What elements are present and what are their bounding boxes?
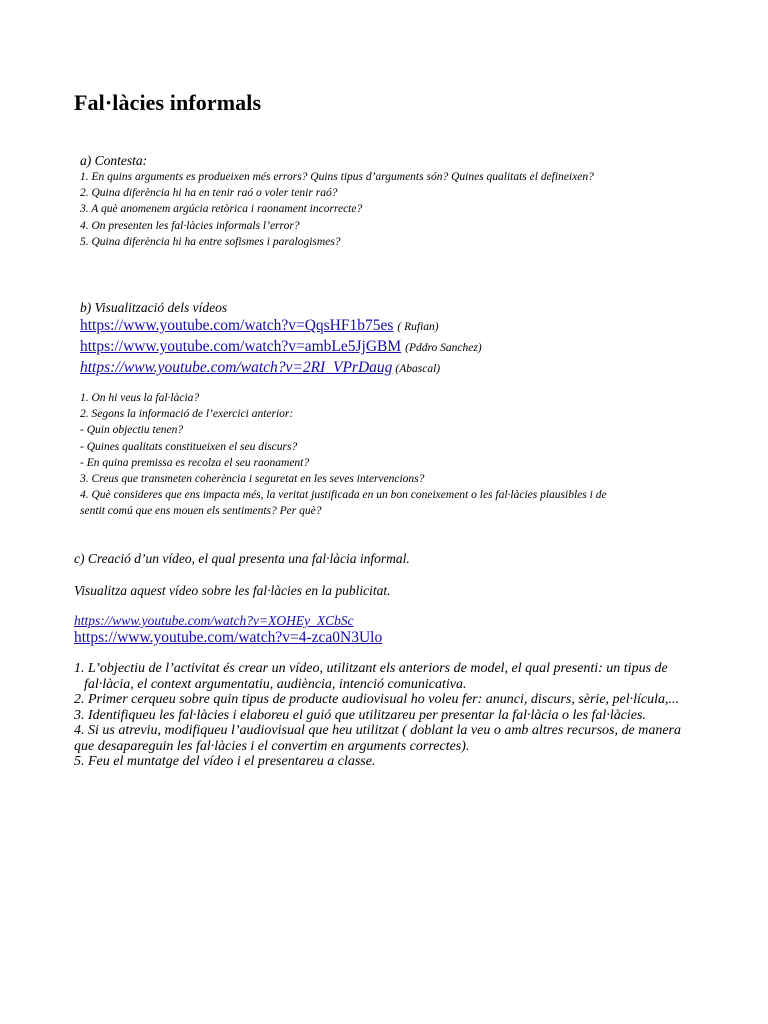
page-title: Fal·làcies informals — [74, 90, 262, 115]
section-c-intro: Visualitza aquest vídeo sobre les fal·làcies en la publicitat. — [74, 583, 391, 598]
video-link-row — [80, 316, 482, 337]
section-b-heading: b) Visualització dels vídeos — [80, 300, 228, 315]
section-a-item: 3. A què anomenem argúcia retòrica i raonament incorrecte? — [80, 203, 363, 216]
section-c-intro-block — [74, 583, 390, 599]
video-link-note: (Abascal) — [395, 363, 441, 375]
video-link-row — [80, 337, 482, 358]
section-b-item: 2. Segons la informació de l’exercici anterior: — [80, 408, 294, 421]
section-b-item: - Quines qualitats constitueixen el seu discurs? — [80, 440, 298, 453]
section-b-item: 4. Què consideres que ens impacta més, la veritat justificada en un bon coneixement o les fal·làcies plausibles i de — [80, 489, 607, 502]
video-link-note: (Pddro Sanchez) — [405, 342, 482, 354]
publicity-link-row — [74, 613, 382, 629]
section-a-item: 5. Quina diferència hi ha entre sofismes i paralogismes? — [80, 235, 341, 248]
section-c-links — [74, 613, 382, 646]
section-c-steps — [74, 661, 681, 770]
publicity-link-row — [74, 629, 382, 646]
section-c-item: 5. Feu el muntatge del vídeo i el presentareu a classe. — [74, 754, 376, 769]
section-c-heading-block — [74, 551, 410, 567]
section-a-heading: a) Contesta: — [80, 153, 148, 168]
section-a-item: 4. On presenten les fal·làcies informals l’error? — [80, 219, 300, 232]
section-c-item: 4. Si us atreviu, modifiqueu l’audiovisual que heu utilitzat ( doblant la veu o amb altres recursos, de manera — [74, 723, 681, 738]
section-b-questions — [80, 390, 607, 520]
section-c-item: 3. Identifiqueu les fal·làcies i elaboreu el guió que utilitzareu per presentar la fal·làcia o les fal·làcies. — [74, 707, 646, 723]
video-link-note: ( Rufian) — [397, 321, 439, 333]
section-b-item: sentit comú que ens mouen els sentiments? Per què? — [80, 505, 322, 518]
section-c-heading: c) Creació d’un vídeo, el qual presenta una fal·làcia informal. — [74, 551, 410, 566]
section-a — [80, 153, 594, 250]
section-b-item: 3. Creus que transmeten coherència i seguretat en les seves intervencions? — [80, 473, 425, 486]
section-a-item: 2. Quina diferència hi ha en tenir raó o voler tenir raó? — [80, 187, 338, 200]
video-link-row — [80, 358, 482, 379]
section-a-item: 1. En quins arguments es produeixen més errors? Quins tipus d’arguments són? Quines qualitats el defineixen? — [80, 171, 594, 183]
section-c-item: fal·làcia, el context argumentatiu, audiència, intenció comunicativa. — [84, 676, 467, 692]
section-b — [80, 299, 482, 379]
section-b-item: 1. On hi veus la fal·làcia? — [80, 392, 200, 404]
section-c-item: 2. Primer cerqueu sobre quin tipus de producte audiovisual ho voleu fer: anunci, discurs, sèrie, pel·lícula,... — [74, 692, 680, 707]
section-b-item: - Quin objectiu tenen? — [80, 424, 184, 437]
section-c-item: 1. L’objectiu de l’activitat és crear un vídeo, utilitzant els anteriors de model, el qual presenti: un tipus de — [74, 661, 668, 676]
video-link-sanchez[interactable]: https://www.youtube.com/watch?v=ambLe5JjGBM — [80, 338, 402, 355]
section-b-item: - En quina premissa es recolza el seu raonament? — [80, 456, 310, 469]
publicity-video-link-1[interactable]: https://www.youtube.com/watch?v=XOHEy_XCbSc — [74, 613, 354, 628]
section-c-item: que desapareguin les fal·làcies i el convertim en arguments correctes). — [74, 738, 470, 754]
video-link-rufian[interactable]: https://www.youtube.com/watch?v=QqsHF1b75es — [80, 317, 394, 334]
video-link-abascal[interactable]: https://www.youtube.com/watch?v=2RI_VPrDaug — [80, 359, 393, 376]
publicity-video-link-2[interactable]: https://www.youtube.com/watch?v=4-zca0N3Ulo — [74, 629, 383, 646]
